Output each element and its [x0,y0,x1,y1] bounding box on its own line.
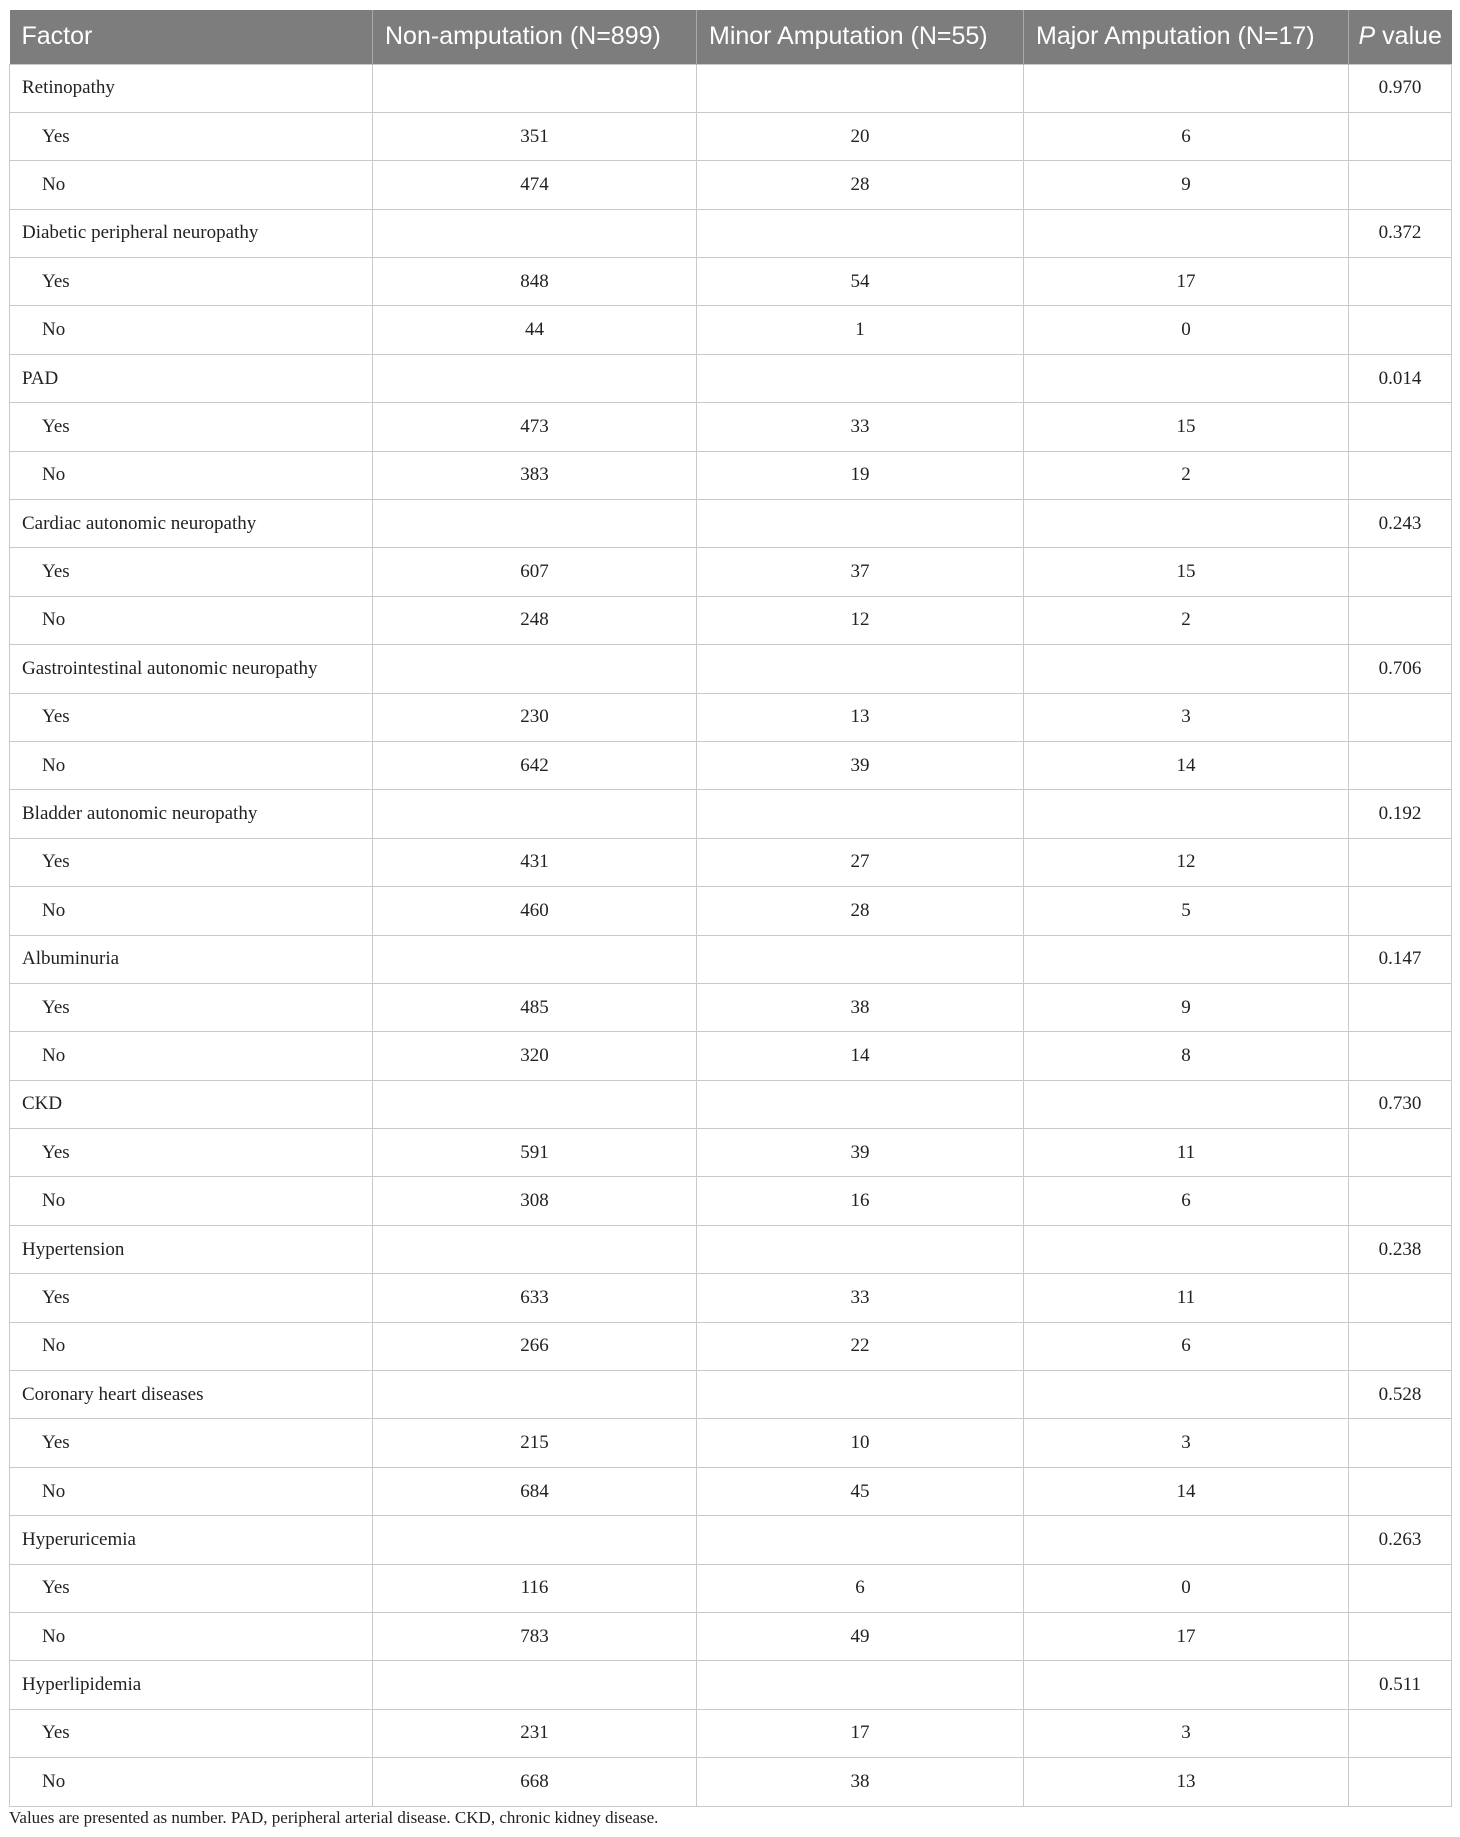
major-amputation-cell [1024,64,1349,112]
minor-amputation-cell: 33 [697,403,1024,451]
factor-label: Retinopathy [10,64,373,112]
non-amputation-cell [373,645,697,693]
table-row [10,161,1452,209]
non-amputation-cell: 642 [373,741,697,789]
major-amputation-cell: 9 [1024,161,1349,209]
p-value-cell [1349,1467,1452,1515]
p-value-cell [1349,1709,1452,1757]
p-value-cell: 0.238 [1349,1225,1452,1273]
p-value-cell [1349,1564,1452,1612]
table-header [10,10,1452,64]
p-value-cell [1349,306,1452,354]
non-amputation-cell: 485 [373,983,697,1031]
minor-amputation-cell [697,1225,1024,1273]
subcategory-label: No [10,1613,373,1661]
data-table-container [9,10,1451,1807]
minor-amputation-cell [697,935,1024,983]
non-amputation-cell: 633 [373,1274,697,1322]
p-value-cell [1349,161,1452,209]
major-amputation-cell [1024,209,1349,257]
major-amputation-cell: 14 [1024,741,1349,789]
minor-amputation-cell: 17 [697,1709,1024,1757]
major-amputation-cell: 13 [1024,1758,1349,1806]
p-value-cell: 0.263 [1349,1516,1452,1564]
table-row [10,838,1452,886]
p-value-cell [1349,1129,1452,1177]
p-value-cell [1349,1758,1452,1806]
subcategory-label: Yes [10,548,373,596]
minor-amputation-cell [697,1661,1024,1709]
minor-amputation-cell: 38 [697,1758,1024,1806]
header-p-value [1349,10,1452,64]
minor-amputation-cell [697,1371,1024,1419]
table-row [10,1564,1452,1612]
major-amputation-cell: 11 [1024,1274,1349,1322]
header-row [10,10,1452,64]
table-row [10,887,1452,935]
table-row [10,1613,1452,1661]
table-body [10,64,1452,1806]
p-value-cell [1349,1274,1452,1322]
table-row [10,403,1452,451]
table-row [10,1322,1452,1370]
amputation-factor-table [9,10,1452,1807]
p-value-cell [1349,1419,1452,1467]
major-amputation-cell: 3 [1024,1419,1349,1467]
non-amputation-cell: 215 [373,1419,697,1467]
major-amputation-cell: 0 [1024,306,1349,354]
subcategory-label: No [10,1467,373,1515]
major-amputation-cell [1024,1080,1349,1128]
p-value-cell [1349,548,1452,596]
major-amputation-cell [1024,645,1349,693]
minor-amputation-cell: 13 [697,693,1024,741]
major-amputation-cell: 2 [1024,596,1349,644]
minor-amputation-cell: 39 [697,1129,1024,1177]
minor-amputation-cell: 33 [697,1274,1024,1322]
subcategory-label: Yes [10,838,373,886]
non-amputation-cell [373,1661,697,1709]
p-value-cell [1349,112,1452,160]
table-row [10,1129,1452,1177]
p-value-cell: 0.730 [1349,1080,1452,1128]
factor-label: Bladder autonomic neuropathy [10,790,373,838]
non-amputation-cell: 684 [373,1467,697,1515]
major-amputation-cell [1024,1371,1349,1419]
p-value-cell: 0.243 [1349,500,1452,548]
major-amputation-cell: 11 [1024,1129,1349,1177]
major-amputation-cell: 17 [1024,258,1349,306]
minor-amputation-cell [697,1080,1024,1128]
subcategory-label: Yes [10,1274,373,1322]
minor-amputation-cell: 19 [697,451,1024,499]
minor-amputation-cell [697,790,1024,838]
non-amputation-cell: 431 [373,838,697,886]
major-amputation-cell: 12 [1024,838,1349,886]
table-row [10,1709,1452,1757]
major-amputation-cell [1024,790,1349,838]
non-amputation-cell [373,935,697,983]
factor-label: Albuminuria [10,935,373,983]
factor-group-row [10,645,1452,693]
table-row [10,1032,1452,1080]
p-value-cell: 0.970 [1349,64,1452,112]
major-amputation-cell: 9 [1024,983,1349,1031]
table-row [10,1467,1452,1515]
minor-amputation-cell: 28 [697,887,1024,935]
factor-group-row [10,935,1452,983]
subcategory-label: Yes [10,1129,373,1177]
major-amputation-cell: 0 [1024,1564,1349,1612]
table-row [10,1419,1452,1467]
p-value-cell [1349,1032,1452,1080]
non-amputation-cell: 266 [373,1322,697,1370]
subcategory-label: No [10,1177,373,1225]
factor-group-row [10,64,1452,112]
non-amputation-cell: 230 [373,693,697,741]
minor-amputation-cell: 39 [697,741,1024,789]
header-p-letter: P [1358,22,1376,51]
subcategory-label: No [10,741,373,789]
table-row [10,1274,1452,1322]
factor-label: Hypertension [10,1225,373,1273]
minor-amputation-cell [697,209,1024,257]
p-value-cell [1349,838,1452,886]
p-value-cell: 0.511 [1349,1661,1452,1709]
major-amputation-cell: 17 [1024,1613,1349,1661]
non-amputation-cell [373,354,697,402]
major-amputation-cell [1024,1516,1349,1564]
non-amputation-cell: 351 [373,112,697,160]
header-non-amputation: Non-amputation (N=899) [373,10,697,64]
table-row [10,451,1452,499]
minor-amputation-cell: 45 [697,1467,1024,1515]
non-amputation-cell: 591 [373,1129,697,1177]
subcategory-label: No [10,1322,373,1370]
table-row [10,693,1452,741]
subcategory-label: No [10,596,373,644]
table-row [10,983,1452,1031]
non-amputation-cell: 383 [373,451,697,499]
major-amputation-cell [1024,1661,1349,1709]
subcategory-label: No [10,451,373,499]
factor-label: Cardiac autonomic neuropathy [10,500,373,548]
table-row [10,1758,1452,1806]
major-amputation-cell: 15 [1024,403,1349,451]
factor-label: Diabetic peripheral neuropathy [10,209,373,257]
factor-group-row [10,1225,1452,1273]
minor-amputation-cell: 10 [697,1419,1024,1467]
non-amputation-cell: 308 [373,1177,697,1225]
minor-amputation-cell: 1 [697,306,1024,354]
major-amputation-cell: 6 [1024,112,1349,160]
p-value-cell: 0.528 [1349,1371,1452,1419]
non-amputation-cell: 116 [373,1564,697,1612]
p-value-cell: 0.372 [1349,209,1452,257]
subcategory-label: Yes [10,112,373,160]
p-value-cell [1349,983,1452,1031]
factor-group-row [10,500,1452,548]
p-value-cell [1349,1177,1452,1225]
p-value-cell [1349,403,1452,451]
major-amputation-cell: 15 [1024,548,1349,596]
p-value-cell [1349,596,1452,644]
header-factor: Factor [10,10,373,64]
major-amputation-cell: 3 [1024,1709,1349,1757]
subcategory-label: Yes [10,403,373,451]
factor-label: Gastrointestinal autonomic neuropathy [10,645,373,693]
non-amputation-cell [373,500,697,548]
minor-amputation-cell [697,354,1024,402]
p-value-cell [1349,887,1452,935]
p-value-cell: 0.706 [1349,645,1452,693]
non-amputation-cell [373,1371,697,1419]
major-amputation-cell: 14 [1024,1467,1349,1515]
table-row [10,258,1452,306]
p-value-cell [1349,741,1452,789]
factor-label: PAD [10,354,373,402]
minor-amputation-cell [697,64,1024,112]
subcategory-label: Yes [10,258,373,306]
factor-group-row [10,354,1452,402]
minor-amputation-cell: 38 [697,983,1024,1031]
minor-amputation-cell: 6 [697,1564,1024,1612]
subcategory-label: No [10,1758,373,1806]
non-amputation-cell: 607 [373,548,697,596]
non-amputation-cell: 320 [373,1032,697,1080]
minor-amputation-cell: 16 [697,1177,1024,1225]
table-footnote: Values are presented as number. PAD, peripheral arterial disease. CKD, chronic kidney disease. [9,1808,659,1827]
non-amputation-cell [373,209,697,257]
major-amputation-cell: 3 [1024,693,1349,741]
minor-amputation-cell: 49 [697,1613,1024,1661]
factor-group-row [10,1371,1452,1419]
major-amputation-cell: 5 [1024,887,1349,935]
minor-amputation-cell: 22 [697,1322,1024,1370]
non-amputation-cell: 668 [373,1758,697,1806]
factor-group-row [10,790,1452,838]
minor-amputation-cell [697,645,1024,693]
minor-amputation-cell [697,500,1024,548]
p-value-cell [1349,258,1452,306]
header-minor-amputation: Minor Amputation (N=55) [697,10,1024,64]
factor-group-row [10,209,1452,257]
minor-amputation-cell: 12 [697,596,1024,644]
p-value-cell [1349,693,1452,741]
header-major-amputation: Major Amputation (N=17) [1024,10,1349,64]
non-amputation-cell [373,1516,697,1564]
subcategory-label: Yes [10,983,373,1031]
p-value-cell [1349,1613,1452,1661]
table-row [10,112,1452,160]
major-amputation-cell [1024,354,1349,402]
minor-amputation-cell: 37 [697,548,1024,596]
subcategory-label: No [10,306,373,354]
subcategory-label: Yes [10,1564,373,1612]
non-amputation-cell: 248 [373,596,697,644]
minor-amputation-cell: 27 [697,838,1024,886]
factor-label: Coronary heart diseases [10,1371,373,1419]
table-row [10,548,1452,596]
non-amputation-cell: 44 [373,306,697,354]
subcategory-label: Yes [10,1419,373,1467]
p-value-cell: 0.147 [1349,935,1452,983]
major-amputation-cell: 2 [1024,451,1349,499]
non-amputation-cell [373,1225,697,1273]
subcategory-label: Yes [10,1709,373,1757]
subcategory-label: No [10,1032,373,1080]
factor-group-row [10,1080,1452,1128]
p-value-cell [1349,451,1452,499]
table-row [10,741,1452,789]
non-amputation-cell: 473 [373,403,697,451]
p-value-cell [1349,1322,1452,1370]
non-amputation-cell: 231 [373,1709,697,1757]
factor-group-row [10,1516,1452,1564]
non-amputation-cell: 848 [373,258,697,306]
non-amputation-cell: 460 [373,887,697,935]
table-row [10,306,1452,354]
non-amputation-cell: 783 [373,1613,697,1661]
p-value-cell: 0.014 [1349,354,1452,402]
p-value-cell: 0.192 [1349,790,1452,838]
non-amputation-cell [373,64,697,112]
major-amputation-cell [1024,500,1349,548]
factor-label: Hyperlipidemia [10,1661,373,1709]
factor-group-row [10,1661,1452,1709]
factor-label: Hyperuricemia [10,1516,373,1564]
table-row [10,1177,1452,1225]
non-amputation-cell [373,790,697,838]
major-amputation-cell [1024,935,1349,983]
subcategory-label: No [10,887,373,935]
major-amputation-cell [1024,1225,1349,1273]
subcategory-label: No [10,161,373,209]
minor-amputation-cell: 14 [697,1032,1024,1080]
factor-label: CKD [10,1080,373,1128]
minor-amputation-cell [697,1516,1024,1564]
non-amputation-cell [373,1080,697,1128]
major-amputation-cell: 6 [1024,1177,1349,1225]
major-amputation-cell: 6 [1024,1322,1349,1370]
header-p-suffix: value [1375,22,1442,51]
major-amputation-cell: 8 [1024,1032,1349,1080]
table-row [10,596,1452,644]
minor-amputation-cell: 28 [697,161,1024,209]
non-amputation-cell: 474 [373,161,697,209]
minor-amputation-cell: 54 [697,258,1024,306]
subcategory-label: Yes [10,693,373,741]
minor-amputation-cell: 20 [697,112,1024,160]
